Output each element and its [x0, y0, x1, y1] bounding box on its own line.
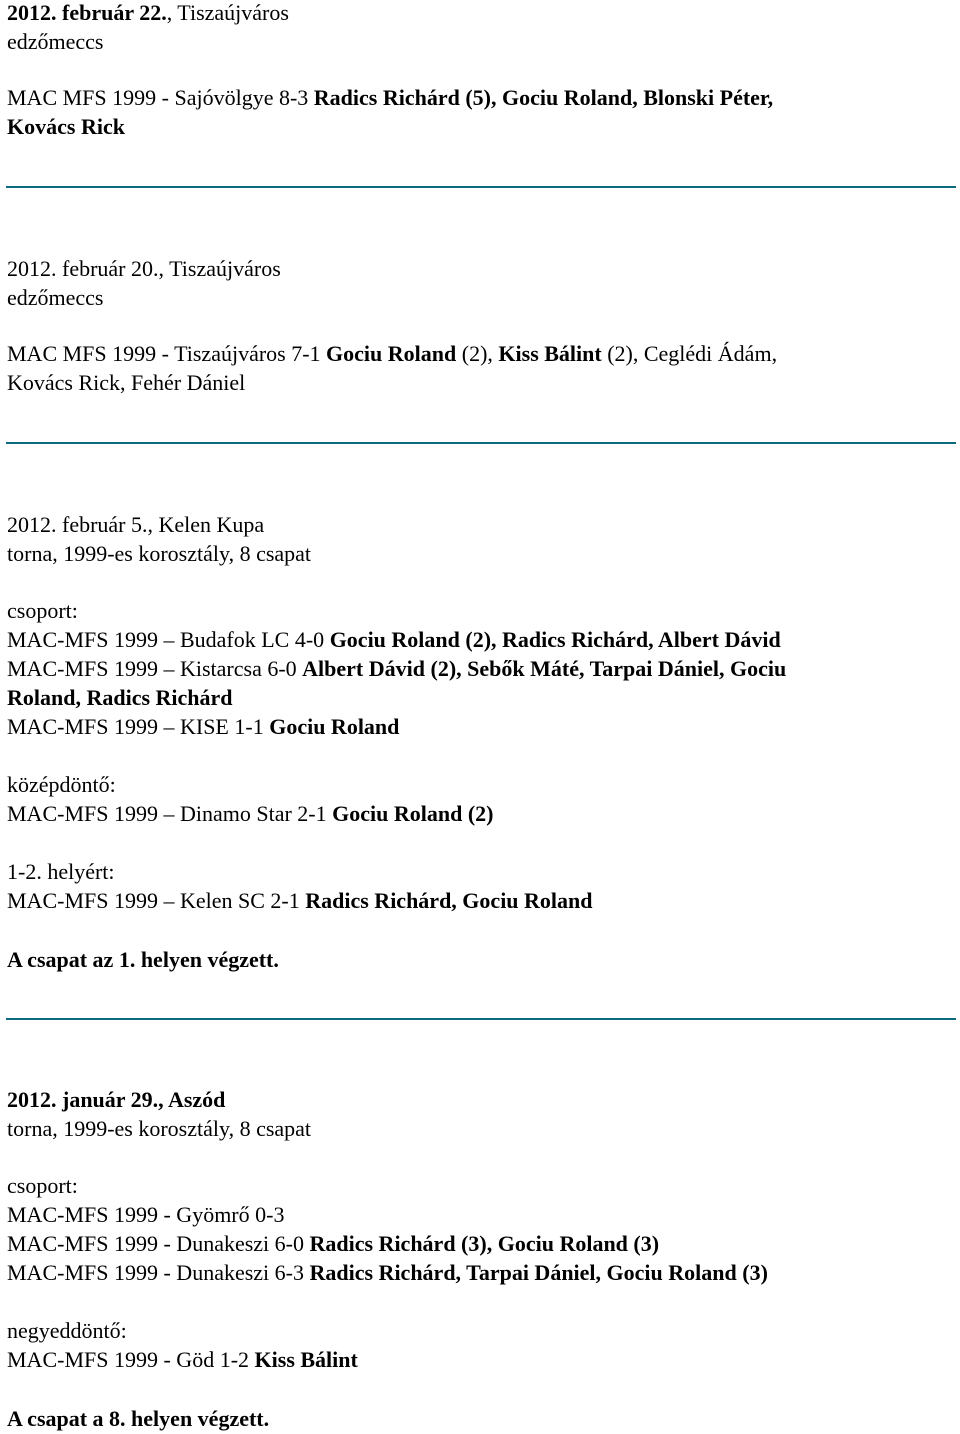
entry-4-group-label: csoport:: [7, 1173, 78, 1198]
entry-2-match-line-2: Kovács Rick, Fehér Dániel: [7, 370, 246, 395]
scorers: Roland, Radics Richárd: [7, 685, 233, 710]
entry-2-type: edzőmeccs: [7, 285, 104, 310]
entry-2-match-line: [7, 341, 777, 367]
entry-3-group-match-3: [7, 714, 399, 740]
entry-3-semi-match: [7, 801, 493, 827]
separator-rule: [6, 186, 956, 188]
scorers: Gociu Roland: [269, 714, 400, 739]
match: MAC-MFS 1999 – KISE 1-1: [7, 714, 270, 739]
entry-3-group-match-1: [7, 627, 781, 653]
entry-2-scorer-2: Kiss Bálint: [498, 341, 602, 366]
entry-2-date: 2012. február 20.: [7, 256, 159, 281]
entry-1-scorers-cont: Kovács Rick: [7, 114, 125, 139]
entry-3-group-match-2-cont: [7, 685, 233, 711]
entry-3-result: A csapat az 1. helyen végzett.: [7, 947, 279, 972]
entry-4-result: A csapat a 8. helyen végzett.: [7, 1406, 270, 1431]
entry-3-type: torna, 1999-es korosztály, 8 csapat: [7, 541, 312, 566]
entry-2-place: , Tiszaújváros: [158, 256, 281, 281]
match: MAC-MFS 1999 - Dunakeszi 6-0: [7, 1231, 310, 1256]
entry-1-header: [7, 0, 289, 26]
entry-1-scorers: Radics Richárd (5), Gociu Roland, Blonski Péter,: [313, 85, 774, 110]
entry-4-date: 2012. január 29.: [7, 1087, 159, 1112]
match: MAC-MFS 1999 – Dinamo Star 2-1: [7, 801, 333, 826]
entry-4-group-match-2: [7, 1231, 659, 1257]
separator-rule: [6, 1018, 956, 1020]
entry-3-semi-label: középdöntő:: [7, 772, 116, 797]
match: MAC-MFS 1999 – Kelen SC 2-1: [7, 888, 306, 913]
entry-3-place: , Kelen Kupa: [147, 512, 265, 537]
entry-2-header: [7, 256, 281, 282]
scorers: Gociu Roland (2), Radics Richárd, Albert Dávid: [329, 627, 781, 652]
entry-2-sep-1: (2),: [456, 341, 499, 366]
entry-4-place: , Aszód: [158, 1087, 226, 1112]
entry-1-match: MAC MFS 1999 - Sajóvölgye 8-3: [7, 85, 314, 110]
entry-4-header: [7, 1087, 225, 1113]
entry-4-type: torna, 1999-es korosztály, 8 csapat: [7, 1116, 312, 1141]
entry-4-quarter-label: negyeddöntő:: [7, 1318, 127, 1343]
scorers: Radics Richárd (3), Gociu Roland (3): [309, 1231, 660, 1256]
scorers: Albert Dávid (2), Sebők Máté, Tarpai Dániel, Gociu: [302, 656, 787, 681]
match: MAC-MFS 1999 – Budafok LC 4-0: [7, 627, 330, 652]
entry-2-scorer-1: Gociu Roland: [326, 341, 457, 366]
entry-3-date: 2012. február 5.: [7, 512, 148, 537]
scorers: Radics Richárd, Tarpai Dániel, Gociu Roland (3): [309, 1260, 768, 1285]
match: MAC-MFS 1999 - Göd 1-2: [7, 1347, 255, 1372]
entry-4-quarter-match: [7, 1347, 358, 1373]
entry-1-match-line-2: [7, 114, 125, 140]
scorers: Radics Richárd, Gociu Roland: [305, 888, 593, 913]
entry-1-date: 2012. február 22.: [7, 0, 167, 25]
separator-rule: [6, 442, 956, 444]
entry-2-sep-2: (2), Ceglédi Ádám,: [601, 341, 778, 366]
entry-3-header: [7, 512, 264, 538]
match: MAC-MFS 1999 - Dunakeszi 6-3: [7, 1260, 310, 1285]
entry-3-group-match-2: [7, 656, 786, 682]
entry-3-final-label: 1-2. helyért:: [7, 859, 115, 884]
entry-1-type: edzőmeccs: [7, 29, 104, 54]
scorers: Gociu Roland (2): [332, 801, 494, 826]
match: MAC-MFS 1999 – Kistarcsa 6-0: [7, 656, 303, 681]
entry-4-group-match-3: [7, 1260, 768, 1286]
entry-2-match: MAC MFS 1999 - Tiszaújváros 7-1: [7, 341, 327, 366]
entry-4-group-match-1: MAC-MFS 1999 - Gyömrő 0-3: [7, 1202, 285, 1227]
scorers: Kiss Bálint: [254, 1347, 358, 1372]
entry-3-group-label: csoport:: [7, 598, 78, 623]
entry-3-final-match: [7, 888, 593, 914]
entry-1-match-line: [7, 85, 773, 111]
entry-1-place: , Tiszaújváros: [166, 0, 289, 25]
